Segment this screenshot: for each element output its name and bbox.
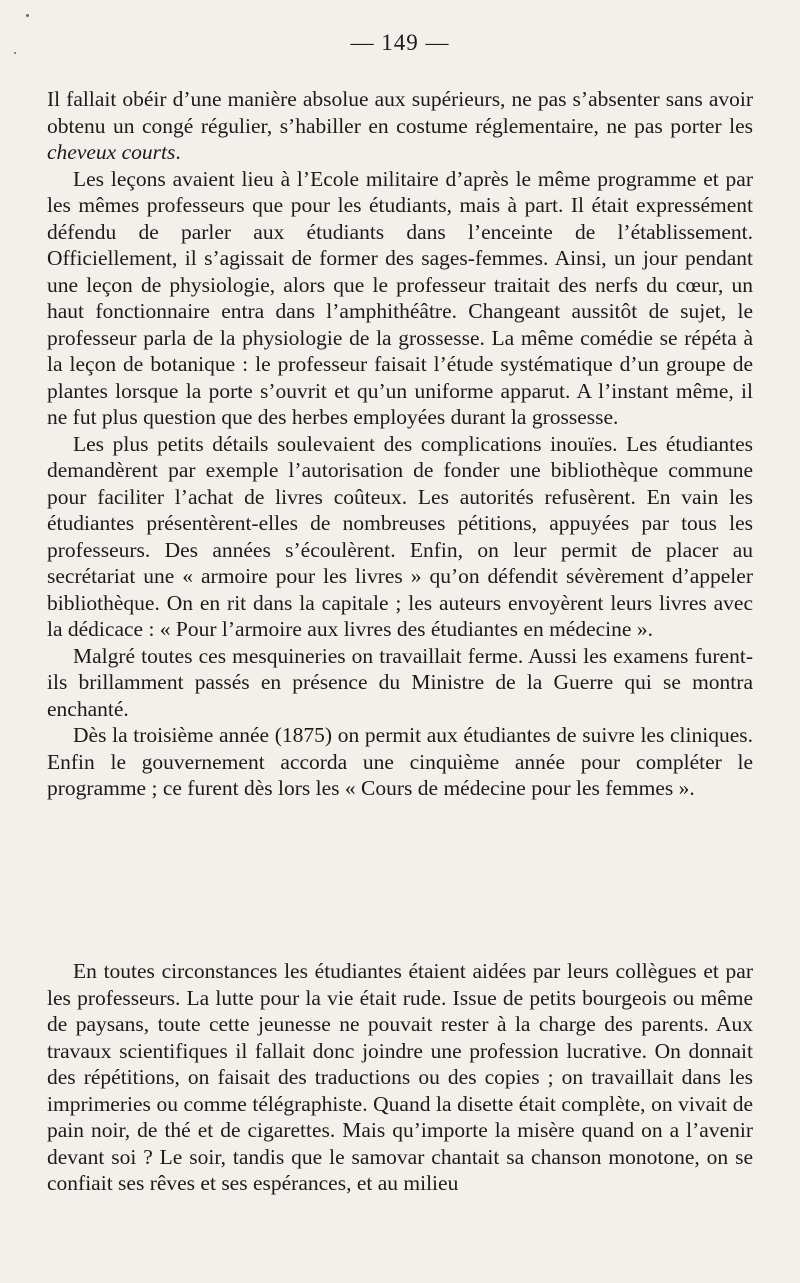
emphasized-phrase: cheveux courts	[47, 140, 176, 164]
paragraph-rules-text: Il fallait obéir d’une manière absolue aux supérieurs, ne pas s’absenter sans avoir obtenu un congé régulier, s’habiller en costume réglementaire, ne pas porter les	[47, 87, 753, 138]
paragraph-lessons: Les leçons avaient lieu à l’Ecole militaire d’après le même programme et par les mêmes professeurs que pour les étudiants, mais à part. Il était expressément défendu de parler aux étudiants dans l’enceinte de l’établissement. Officiellement, il s’agissait de former des sages-femmes. Ainsi, un jour pendant une leçon de physiologie, alors que le professeur traitait des nerfs du cœur, un haut fonctionnaire entra dans l’amphithéâtre. Changeant aussitôt de sujet, le professeur parla de la physiologie de la grossesse. La même comédie se répéta à la leçon de botanique : le professeur faisait l’étude systématique d’un groupe de plantes lorsque la porte s’ouvrit et qu’un uniforme apparut. A l’instant même, il ne fut plus question que des herbes employées durant la grossesse.	[47, 166, 753, 429]
paper-speck	[26, 14, 29, 17]
paragraph-student-life: En toutes circonstances les étudiantes étaient aidées par leurs collègues et par les professeurs. La lutte pour la vie était rude. Issue de petits bourgeois ou même de paysans, toute cette jeunesse ne pouvait rester à la charge des parents. Aux travaux scientifiques il fallait donc joindre une profession lucrative. On donnait des répétitions, on faisait des traductions ou des copies ; on travaillait dans les imprimeries ou comme télégraphiste. Quand la disette était complète, on vivait de pain noir, de thé et de cigarettes. Mais qu’importe la misère quand on a l’avenir devant soi ? Le soir, tandis que le samovar chantait sa chanson monotone, on se confiait ses rêves et ses espérances, et au milieu	[47, 959, 753, 1195]
paragraph-library: Les plus petits détails soulevaient des complications inouïes. Les étudiantes demandèrent par exemple l’autorisation de fonder une bibliothèque commune pour faciliter l’achat de livres coûteux. Les autorités refusèrent. En vain les étudiantes présentèrent-elles de nombreuses pétitions, appuyées par tous les professeurs. Des années s’écoulèrent. Enfin, on leur permit de placer au secrétariat une « armoire pour les livres » qu’on défendit sévèrement d’appeler bibliothèque. On en rit dans la capitale ; les auteurs envoyèrent leurs livres avec la dédicace : « Pour l’armoire aux livres des étudiantes en médecine ».	[47, 431, 753, 641]
second-text-section	[47, 958, 753, 1197]
paragraph-exams: Malgré toutes ces mesquineries on travaillait ferme. Aussi les examens furent-ils brillamment passés en présence du Ministre de la Guerre qui se montra enchanté.	[47, 643, 753, 721]
page-number: — 149 —	[350, 30, 450, 55]
main-text-section	[47, 86, 753, 802]
paragraph-rules-end: .	[175, 140, 181, 164]
paragraph-clinics: Dès la troisième année (1875) on permit aux étudiantes de suivre les cliniques. Enfin le gouvernement accorda une cinquième année pour compléter le programme ; ce furent dès lors les « Cours de médecine pour les femmes ».	[47, 723, 753, 800]
paragraph-rules	[47, 86, 753, 166]
